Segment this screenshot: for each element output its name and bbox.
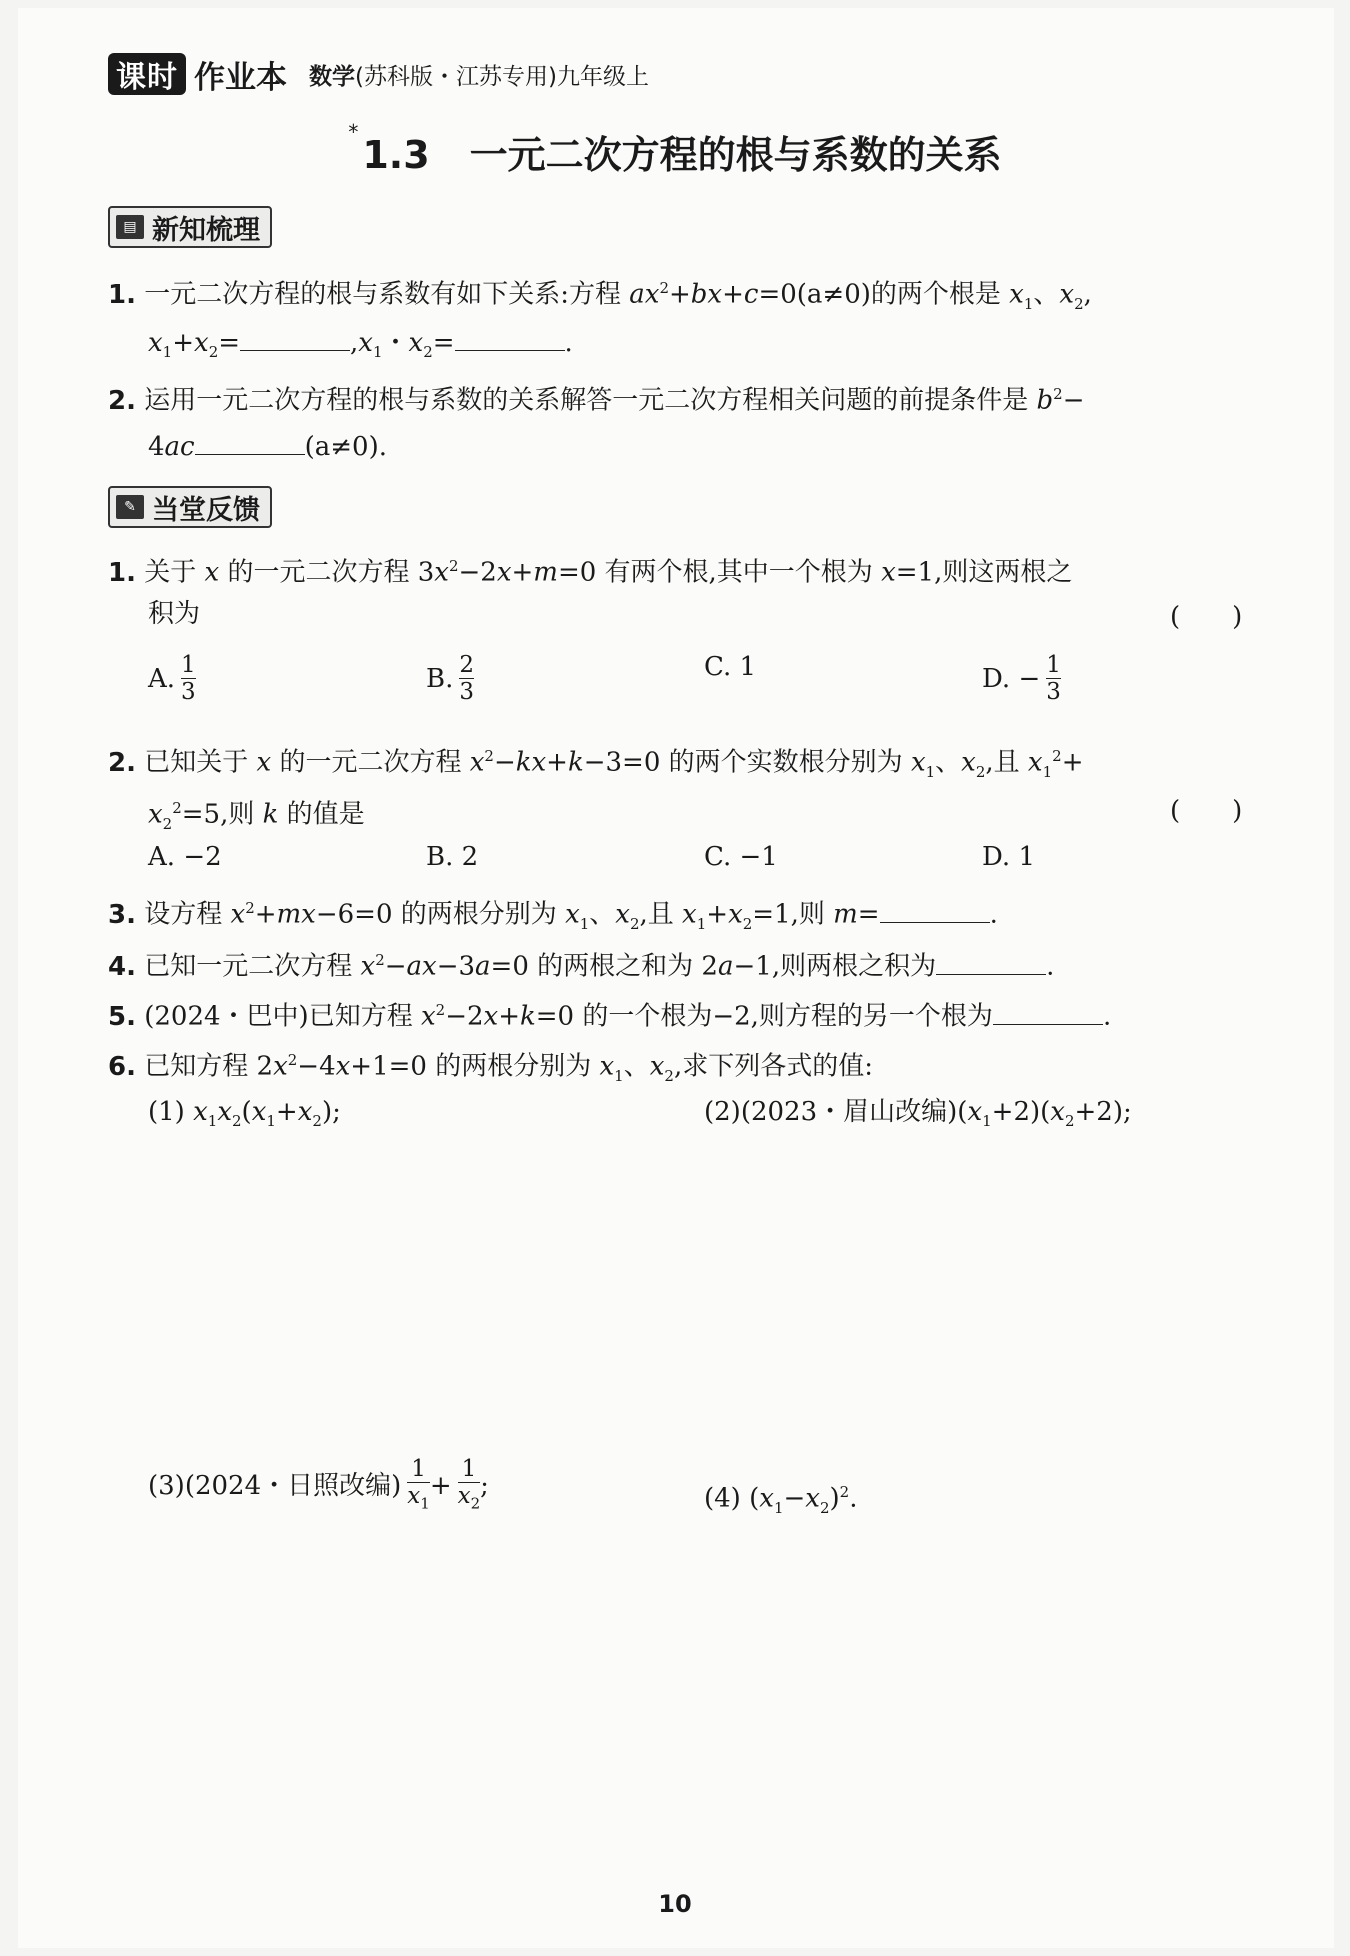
page-title: *1.3 一元二次方程的根与系数的关系: [348, 120, 1002, 177]
answer-blank[interactable]: [455, 324, 565, 351]
knowledge-q1-line1: 1. 一元二次方程的根与系数有如下关系:方程 $ax^2+bx+c=0(a\ne 0)$的两个根是 $x_1$、$x_2$,: [108, 279, 1092, 313]
q6-part-1: (1) $x_1x_2(x_1+x_2)$;: [148, 1097, 341, 1131]
feedback-q1-line1: 1. 关于 x 的一元二次方程 $3x^2-2x+m=0$ 有两个根,其中一个根为 x=1,则这两根之: [108, 557, 1073, 588]
option-c[interactable]: C. −1: [704, 842, 778, 872]
book-icon: ▤: [116, 215, 144, 239]
answer-blank[interactable]: [880, 896, 990, 923]
fraction: $\frac{1}{x_2}$: [457, 1456, 481, 1513]
answer-paren[interactable]: ( ): [1170, 602, 1243, 632]
feedback-q2-line1: 2. 已知关于 x 的一元二次方程 $x^2-kx+k-3=0$ 的两个实数根分别为 $x_1$、$x_2$,且 $x_1^2+$: [108, 747, 1084, 781]
knowledge-q2-line2: 4ac (a≠0).: [148, 428, 387, 465]
section-feedback: ✎ 当堂反馈: [108, 486, 272, 528]
option-d[interactable]: D. − $\frac{1}{3}$: [982, 652, 1061, 705]
answer-paren[interactable]: ( ): [1170, 796, 1243, 826]
section-new-knowledge: ▤ 新知梳理: [108, 206, 272, 248]
feedback-q5: 5. (2024・巴中)已知方程 $x^2-2x+k=0$ 的一个根为−2,则方程的另一个根为 .: [108, 992, 1111, 1035]
q6-part-4: (4) $(x_1-x_2)^2$.: [704, 1483, 858, 1517]
book-logo: 课时: [108, 53, 186, 95]
fraction: $\frac{1}{x_1}$: [407, 1456, 430, 1513]
page-number: 10: [658, 1890, 692, 1918]
feedback-q2-line2: $x_2^2=5$,则 k 的值是: [148, 799, 365, 833]
fraction: $\frac{2}{3}$: [459, 652, 475, 705]
option-c[interactable]: C. 1: [704, 652, 757, 682]
answer-blank[interactable]: [240, 324, 350, 351]
option-b[interactable]: B. $\frac{2}{3}$: [426, 652, 475, 705]
option-b[interactable]: B. 2: [426, 842, 479, 872]
option-a[interactable]: A. $\frac{1}{3}$: [148, 652, 196, 705]
answer-blank[interactable]: [195, 428, 305, 455]
book-subtitle: 数学(苏科版・江苏专用)九年级上: [309, 63, 649, 90]
option-a[interactable]: A. −2: [148, 842, 222, 872]
book-header: [108, 52, 649, 96]
q6-part-2: (2)(2023・眉山改编)$(x_1+2)(x_2+2)$;: [704, 1097, 1132, 1131]
knowledge-q1-line2: $x_1+x_2= ,x_1$・$x_2=$ .: [148, 324, 573, 370]
feedback-q6: 6. 已知方程 $2x^2-4x+1=0$ 的两根分别为 $x_1$、$x_2$,求下列各式的值:: [108, 1051, 873, 1085]
q6-part-3: (3)(2024・日照改编) $\frac{1}{x_1}$ + $\frac{1}{x_2}$ ;: [148, 1456, 489, 1517]
book-logo-tail: 作业本: [194, 59, 287, 96]
pen-icon: ✎: [116, 495, 144, 519]
answer-blank[interactable]: [993, 998, 1103, 1025]
fraction: $\frac{1}{3}$: [181, 652, 196, 705]
feedback-q4: 4. 已知一元二次方程 $x^2-ax-3a=0$ 的两根之和为 2a−1,则两根之积为 .: [108, 942, 1054, 985]
feedback-q1-line2: 积为: [148, 599, 201, 629]
feedback-q3: 3. 设方程 $x^2+mx-6=0$ 的两根分别为 $x_1$、$x_2$,且 $x_1+x_2=1$,则 m= .: [108, 890, 998, 942]
answer-blank[interactable]: [936, 948, 1046, 975]
option-d[interactable]: D. 1: [982, 842, 1035, 872]
fraction: $\frac{1}{3}$: [1046, 652, 1061, 705]
knowledge-q2-line1: 2. 运用一元二次方程的根与系数的关系解答一元二次方程相关问题的前提条件是 $b^2-$: [108, 385, 1085, 416]
